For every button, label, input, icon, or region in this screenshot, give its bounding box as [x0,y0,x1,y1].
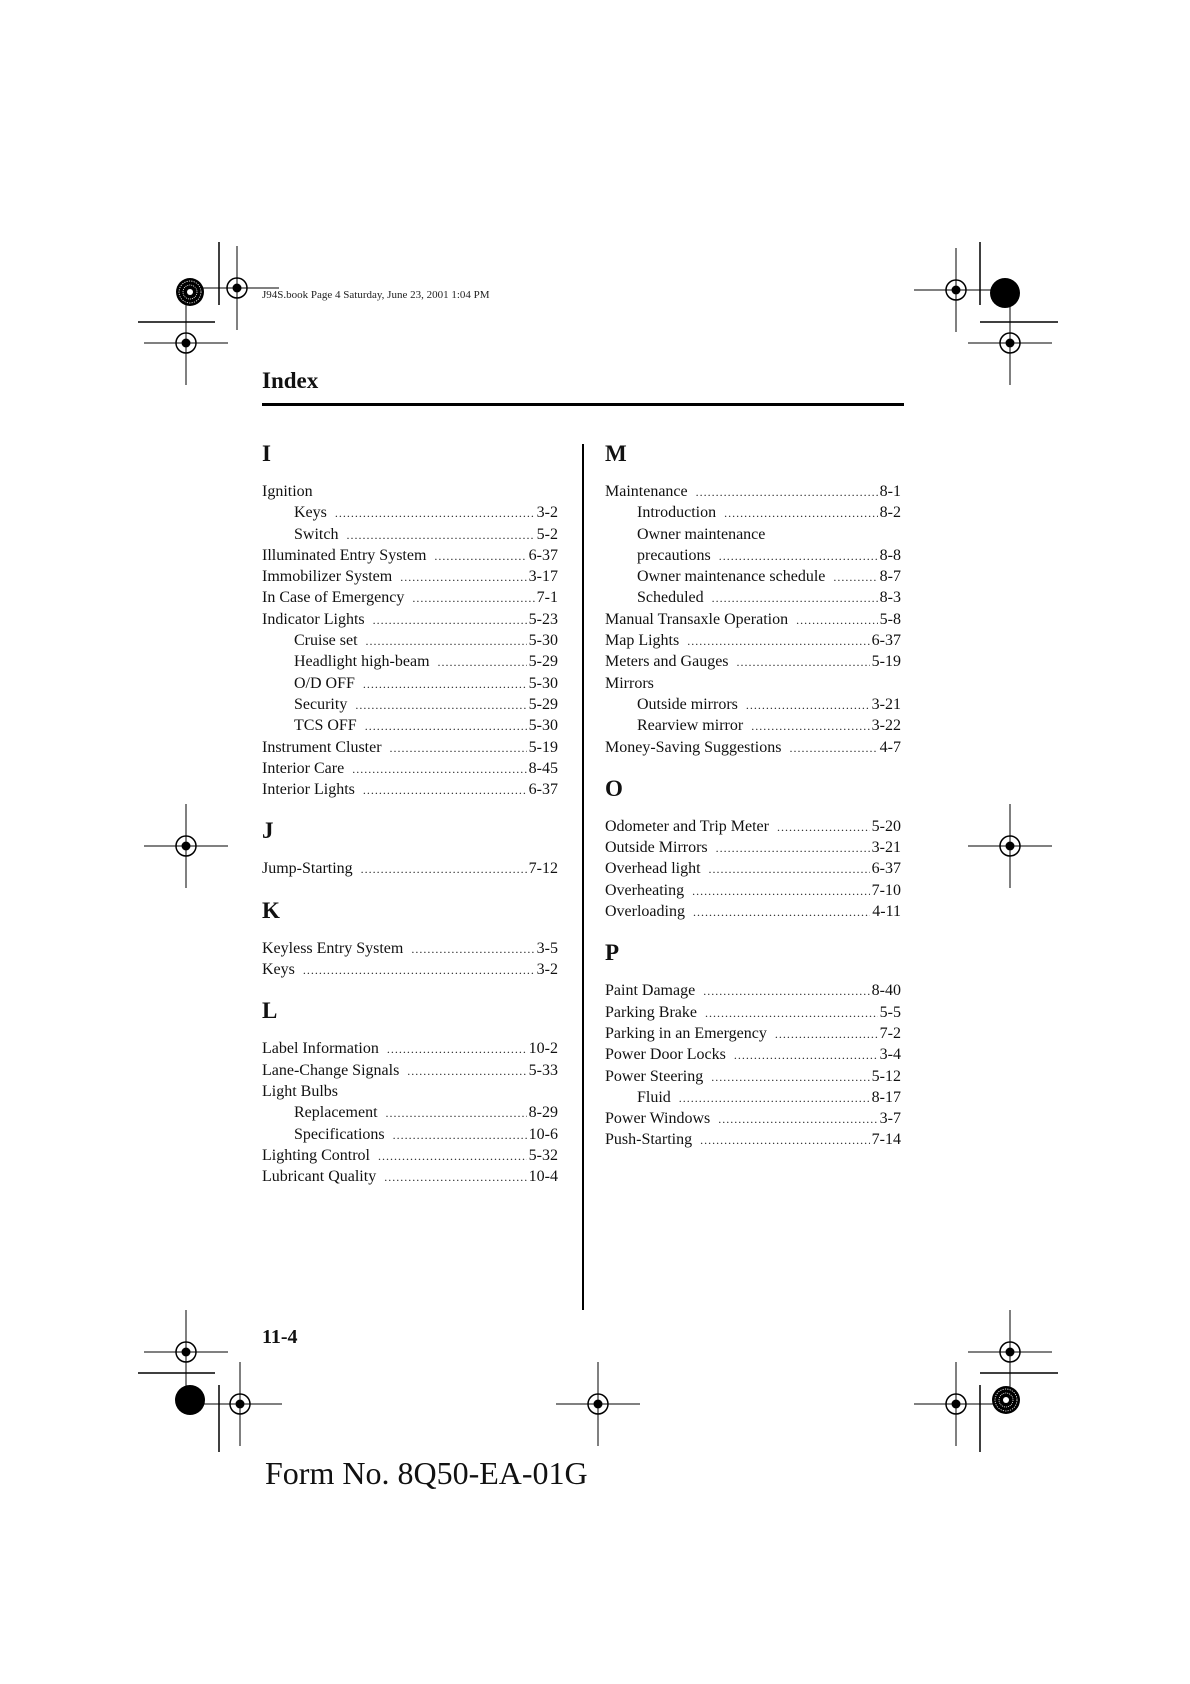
index-column-left [262,437,558,1201]
index-section [262,994,558,1187]
index-entry [262,673,558,694]
entry-page-ref: 7-1 [536,589,558,607]
form-number: Form No. 8Q50-EA-01G [265,1455,588,1491]
dot-leader [789,738,877,759]
entry-page-ref: 3-7 [879,1110,901,1128]
index-entry [262,1102,558,1123]
entry-page-ref: 7-2 [879,1024,901,1042]
dot-leader [361,859,527,880]
index-entry [605,1129,901,1150]
entry-label: Overloading [605,903,685,921]
registration-mark-top-left [195,246,279,330]
entry-page-ref: 5-8 [879,610,901,628]
entry-label: Keys [294,504,327,522]
dot-leader [712,588,878,609]
index-section [605,437,901,758]
entry-list [605,481,901,758]
entry-page-ref: 8-29 [528,1104,558,1122]
dot-leader [679,1088,870,1109]
index-entry [262,651,558,672]
entry-page-ref: 10-6 [528,1125,558,1143]
registration-mark-left-lower [144,1310,228,1394]
index-entry [605,651,901,672]
entry-label: Outside Mirrors [605,839,708,857]
entry-label: In Case of Emergency [262,589,405,607]
entry-page-ref: 5-30 [528,632,558,650]
entry-label: Mirrors [605,674,654,692]
entry-page-ref: 5-12 [871,1067,901,1085]
dot-leader [693,902,870,923]
index-entry [605,715,901,736]
index-entry [605,502,901,523]
entry-page-ref: 8-17 [871,1088,901,1106]
index-entry [262,959,558,980]
entry-page-ref: 5-20 [871,817,901,835]
index-entry [262,587,558,608]
entry-page-ref: 6-37 [528,546,558,564]
section-letter: J [262,818,274,844]
registration-mark-bottom-left-dot [175,1385,205,1415]
entry-page-ref: 4-7 [879,738,901,756]
index-entry [262,715,558,736]
index-entry [605,1108,901,1129]
dot-leader [346,525,534,546]
entry-label: Overheating [605,881,685,899]
entry-label: Lubricant Quality [262,1168,377,1186]
index-section [262,437,558,800]
entry-label: TCS OFF [294,717,357,735]
dot-leader [734,1045,878,1066]
dot-leader [719,546,878,567]
entry-label: Fluid [637,1088,671,1106]
index-entry [262,1124,558,1145]
index-entry [605,524,901,545]
dot-leader [692,881,870,902]
entry-label: Push-Starting [605,1131,693,1149]
entry-page-ref: 5-19 [871,653,901,671]
page-number: 11-4 [262,1326,298,1348]
entry-label: Lane-Change Signals [262,1061,400,1079]
dot-leader [393,1125,527,1146]
entry-page-ref: 8-8 [879,546,901,564]
index-entry [605,673,901,694]
dot-leader [363,674,527,695]
registration-mark-left-upper [144,301,228,385]
dot-leader [352,759,526,780]
entry-label: Meters and Gauges [605,653,729,671]
dot-leader [696,482,878,503]
entry-list [262,1038,558,1187]
entry-page-ref: 4-11 [872,903,901,921]
index-entry [262,481,558,502]
entry-page-ref: 5-30 [528,674,558,692]
registration-mark-right-upper [968,301,1052,385]
entry-label: Keyless Entry System [262,939,404,957]
entry-list [262,938,558,981]
index-entry [262,758,558,779]
registration-mark-bottom-right [914,1362,998,1446]
section-letter: M [605,441,627,466]
entry-page-ref: 3-21 [871,695,901,713]
index-entry [262,858,558,879]
index-entry [262,630,558,651]
section-letter: L [262,998,278,1024]
dot-leader [751,716,869,737]
entry-page-ref: 5-32 [528,1146,558,1164]
title-rule [262,403,904,406]
entry-page-ref: 6-37 [871,860,901,878]
index-entry [262,694,558,715]
registration-mark-top-right-dot [990,278,1020,308]
index-section [262,814,558,879]
index-section [262,894,558,981]
dot-leader [335,503,535,524]
entry-page-ref: 3-17 [528,568,558,586]
entry-page-ref: 10-2 [528,1040,558,1058]
entry-label: Lighting Control [262,1146,370,1164]
index-entry [605,1002,901,1023]
index-section [605,772,901,922]
dot-leader [709,859,870,880]
dot-leader [373,610,527,631]
entry-page-ref: 7-10 [871,881,901,899]
index-entry [605,587,901,608]
index-entry [605,1066,901,1087]
dot-leader [387,1039,527,1060]
entry-page-ref: 7-12 [528,860,558,878]
index-entry [605,816,901,837]
dot-leader [703,981,869,1002]
index-entry [605,630,901,651]
dot-leader [303,960,535,981]
section-letter: P [605,940,620,966]
entry-page-ref: 5-2 [536,525,558,543]
registration-mark-bottom-left [198,1362,282,1446]
entry-page-ref: 8-3 [879,589,901,607]
entry-page-ref: 5-29 [528,695,558,713]
entry-label: Indicator Lights [262,610,365,628]
entry-page-ref: 5-30 [528,717,558,735]
index-entry [605,1044,901,1065]
entry-label: Immobilizer System [262,568,393,586]
registration-mark-top-left-burst [176,278,204,306]
entry-label: Owner maintenance [637,525,766,543]
entry-label: Security [294,695,348,713]
dot-leader [386,1103,527,1124]
entry-page-ref: 5-29 [528,653,558,671]
entry-label: Instrument Cluster [262,738,382,756]
entry-label: Map Lights [605,632,680,650]
index-entry [262,1145,558,1166]
entry-page-ref: 8-2 [879,504,901,522]
dot-leader [384,1167,526,1188]
entry-label: Owner maintenance schedule [637,568,826,586]
index-entry [262,566,558,587]
entry-label: Parking Brake [605,1003,697,1021]
section-letter: O [605,775,623,801]
section-letter: I [262,441,271,466]
index-entry [605,837,901,858]
index-entry [605,737,901,758]
entry-label: Manual Transaxle Operation [605,610,789,628]
entry-label: Replacement [294,1104,378,1122]
entry-list [262,858,558,879]
index-entry [262,609,558,630]
registration-mark-right-middle [968,804,1052,888]
entry-list [262,481,558,800]
entry-label: Cruise set [294,632,358,650]
entry-page-ref: 8-40 [871,982,901,1000]
index-entry [605,901,901,922]
registration-mark-left-middle [144,804,228,888]
entry-page-ref: 3-4 [879,1046,901,1064]
dot-leader [796,610,878,631]
entry-page-ref: 3-2 [536,504,558,522]
entry-label: Maintenance [605,483,688,500]
entry-page-ref: 8-7 [879,568,901,586]
index-entry [605,566,901,587]
dot-leader [355,695,526,716]
file-slug: J94S.book Page 4 Saturday, June 23, 2001 1:04 PM [262,289,490,301]
entry-label: Interior Care [262,759,345,777]
dot-leader [378,1146,527,1167]
entry-page-ref: 3-2 [536,961,558,979]
entry-page-ref: 3-22 [871,717,901,735]
dot-leader [438,652,527,673]
entry-label: Money-Saving Suggestions [605,738,782,756]
index-entry [605,1023,901,1044]
entry-label: Power Steering [605,1067,704,1085]
entry-label: Keys [262,961,295,979]
index-entry [262,524,558,545]
index-column-right [605,437,901,1165]
registration-mark-bottom-center [556,1362,640,1446]
entry-label: Jump-Starting [262,860,353,878]
entry-label: Rearview mirror [637,717,744,735]
entry-label: Power Door Locks [605,1046,726,1064]
index-entry [262,1060,558,1081]
entry-label: Interior Lights [262,781,355,799]
entry-page-ref: 3-5 [536,939,558,957]
dot-leader [407,1061,526,1082]
entry-label: Label Information [262,1040,379,1058]
entry-page-ref: 6-37 [528,781,558,799]
entry-label: Light Bulbs [262,1082,339,1100]
entry-page-ref: 5-19 [528,738,558,756]
entry-list [605,816,901,922]
index-entry [262,938,558,959]
index-section [605,936,901,1150]
dot-leader [400,567,526,588]
dot-leader [687,631,869,652]
registration-mark-bottom-right-burst [992,1386,1020,1414]
entry-label: Odometer and Trip Meter [605,817,769,835]
entry-page-ref: 5-5 [879,1003,901,1021]
index-entry [605,858,901,879]
index-entry [605,609,901,630]
dot-leader [737,652,870,673]
dot-leader [777,817,870,838]
dot-leader [716,838,870,859]
entry-page-ref: 6-37 [871,632,901,650]
entry-label: Headlight high-beam [294,653,430,671]
index-entry [262,502,558,523]
entry-label: Outside mirrors [637,695,738,713]
column-divider [582,444,584,1310]
index-entry [262,545,558,566]
index-entry [605,694,901,715]
entry-label: Scheduled [637,589,704,607]
entry-label: Switch [294,525,339,543]
entry-page-ref: 8-45 [528,759,558,777]
entry-label: Parking in an Emergency [605,1024,767,1042]
dot-leader [363,780,527,801]
dot-leader [711,1067,869,1088]
section-letter: K [262,897,280,923]
entry-list [605,980,901,1150]
dot-leader [365,716,527,737]
dot-leader [411,939,534,960]
dot-leader [705,1003,878,1024]
index-entry [605,880,901,901]
index-entry [605,980,901,1001]
dot-leader [700,1130,870,1151]
entry-label: O/D OFF [294,674,355,692]
entry-label: Power Windows [605,1110,711,1128]
entry-label: Ignition [262,483,313,500]
entry-label: Overhead light [605,860,701,878]
dot-leader [724,503,878,524]
entry-label: Specifications [294,1125,385,1143]
entry-page-ref: 8-1 [879,483,901,500]
dot-leader [833,567,877,588]
entry-label: Illuminated Entry System [262,546,427,564]
dot-leader [366,631,527,652]
entry-label: Introduction [637,504,717,522]
dot-leader [775,1024,878,1045]
page-title: Index [262,368,319,393]
entry-page-ref: 3-21 [871,839,901,857]
dot-leader [746,695,870,716]
dot-leader [718,1109,877,1130]
index-entry [262,1166,558,1187]
entry-label: Paint Damage [605,982,696,1000]
dot-leader [390,738,527,759]
entry-page-ref: 5-33 [528,1061,558,1079]
registration-mark-right-lower [968,1310,1052,1394]
index-entry [262,1081,558,1102]
index-entry [262,779,558,800]
index-entry [262,737,558,758]
entry-page-ref: 5-23 [528,610,558,628]
entry-page-ref: 10-4 [528,1168,558,1186]
index-entry [262,1038,558,1059]
dot-leader [412,588,534,609]
index-entry [605,545,901,566]
dot-leader [434,546,526,567]
registration-mark-top-right [914,248,998,332]
index-entry [605,481,901,502]
entry-page-ref: 7-14 [871,1131,901,1149]
index-entry [605,1087,901,1108]
entry-label: precautions [637,546,711,564]
